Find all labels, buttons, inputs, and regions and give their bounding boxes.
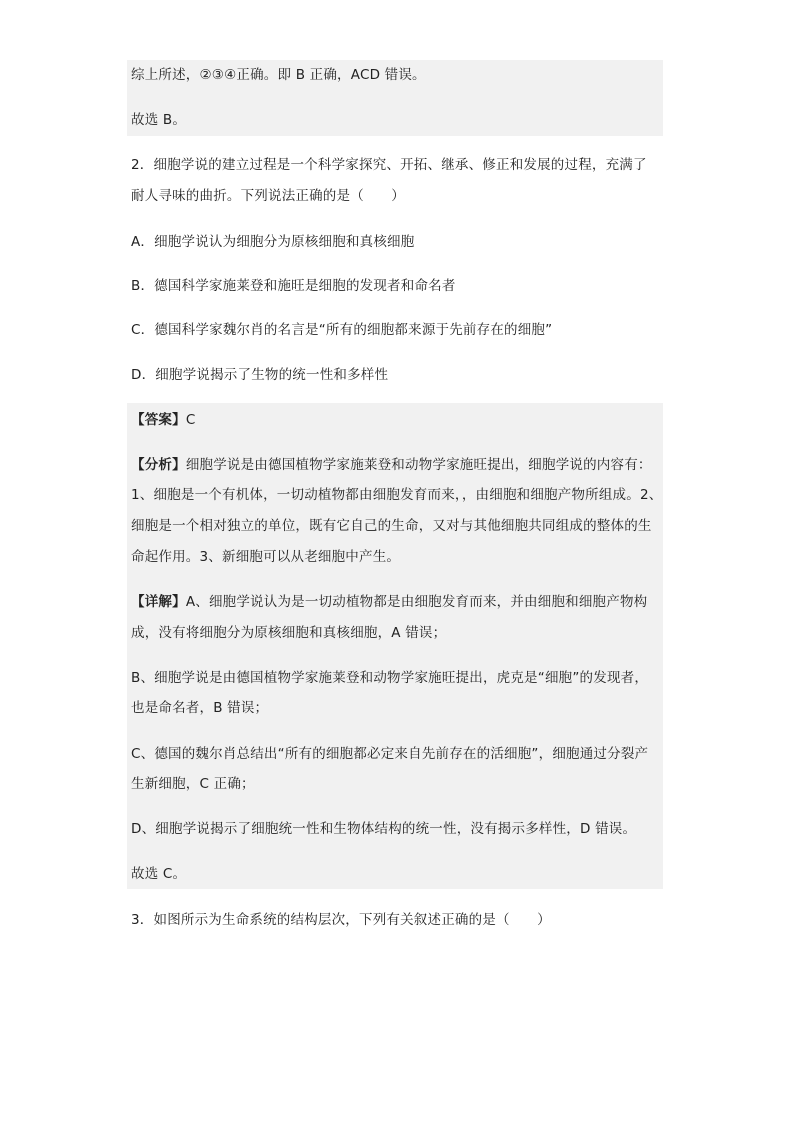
q2-stem-line-1: 2．细胞学说的建立过程是一个科学家探究、开拓、继承、修正和发展的过程，充满了: [131, 157, 647, 173]
detail-a-text-1: A、细胞学说认为是一切动植物都是由细胞发育而来，并由细胞和细胞产物构: [185, 594, 648, 610]
q3-stem-line-1: 3．如图所示为生命系统的结构层次，下列有关叙述正确的是（ ）: [131, 912, 551, 928]
q2-option-c: C．德国科学家魏尔肖的名言是“所有的细胞都来源于先前存在的细胞”: [131, 322, 553, 338]
prev-conclusion-line: 故选 B。: [131, 112, 187, 128]
q2-conclusion-line: 故选 C。: [131, 866, 187, 882]
q2-option-a: A．细胞学说认为细胞分为原核细胞和真核细胞: [131, 234, 415, 250]
q2-detail-b-line-1: B、细胞学说是由德国植物学家施莱登和动物学家施旺提出，虎克是“细胞”的发现者，: [131, 670, 649, 686]
answer-value: C: [185, 412, 196, 428]
q2-detail-a-line-1: [131, 592, 647, 612]
q2-detail-d-line-1: D、细胞学说揭示了细胞统一性和生物体结构的统一性，没有揭示多样性，D 错误。: [131, 821, 637, 837]
q2-detail-c-line-1: C、德国的魏尔肖总结出“所有的细胞都必定来自先前存在的活细胞”，细胞通过分裂产: [131, 746, 649, 762]
q2-analysis-line-1: [131, 455, 652, 475]
analysis-label: 【分析】: [131, 457, 186, 473]
q2-analysis-line-2: 1、细胞是一个有机体，一切动植物都由细胞发育而来，，由细胞和细胞产物所组成。2、: [131, 487, 663, 503]
q2-detail-a-line-2: 成，没有将细胞分为原核细胞和真核细胞，A 错误；: [131, 625, 447, 641]
q2-stem-line-2: 耐人寻味的曲折。下列说法正确的是（ ）: [131, 188, 405, 204]
q2-analysis-line-3: 细胞是一个相对独立的单位，既有它自己的生命，又对与其他细胞共同组成的整体的生: [131, 518, 652, 534]
q2-answer-line: [131, 410, 195, 430]
detail-label: 【详解】: [131, 594, 186, 610]
answer-label: 【答案】: [131, 412, 186, 428]
prev-summary-line: 综上所述，②③④正确。即 B 正确，ACD 错误。: [131, 67, 426, 83]
q2-detail-c-line-2: 生新细胞，C 正确；: [131, 776, 255, 792]
q2-option-b: B．德国科学家施莱登和施旺是细胞的发现者和命名者: [131, 278, 456, 294]
q2-option-d: D．细胞学说揭示了生物的统一性和多样性: [131, 367, 389, 383]
q2-solution-shade: [127, 403, 663, 889]
q2-detail-b-line-2: 也是命名者，B 错误；: [131, 700, 269, 716]
q2-analysis-line-4: 命起作用。3、新细胞可以从老细胞中产生。: [131, 549, 401, 565]
analysis-text-1: 细胞学说是由德国植物学家施莱登和动物学家施旺提出，细胞学说的内容有：: [185, 457, 652, 473]
